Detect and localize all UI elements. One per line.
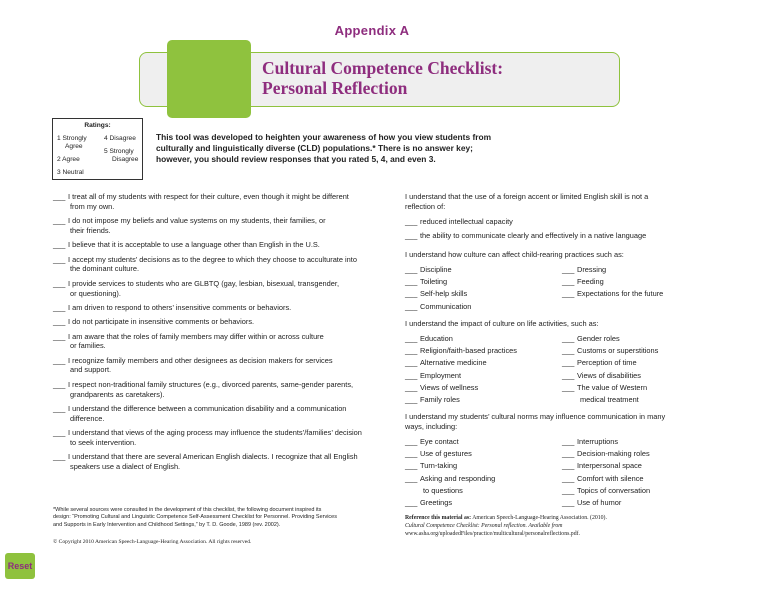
item-label bbox=[68, 240, 393, 250]
rating-item[interactable] bbox=[405, 371, 461, 381]
checklist-item[interactable] bbox=[53, 240, 393, 250]
section-heading: I understand my students’ cultural norms may influence communication in many bbox=[405, 412, 666, 421]
rating-blank[interactable]: ___ bbox=[405, 301, 418, 311]
rating-1-label-2: Agree bbox=[65, 143, 83, 151]
rating-item[interactable] bbox=[562, 383, 647, 393]
rating-item[interactable] bbox=[562, 486, 650, 496]
item-label-line-1: I recognize family members and other designees as decision makers for services bbox=[68, 355, 333, 365]
checklist-item[interactable] bbox=[53, 428, 393, 448]
reference-label: Reference this material as: bbox=[405, 515, 472, 521]
section-foreign-accent bbox=[405, 192, 648, 212]
rating-blank[interactable]: ___ bbox=[405, 449, 418, 459]
section-heading-2: ways, including: bbox=[405, 421, 458, 431]
rating-item bbox=[405, 486, 463, 496]
rating-item[interactable] bbox=[405, 217, 513, 227]
section-child-rearing bbox=[405, 250, 624, 260]
rating-blank[interactable]: ___ bbox=[405, 289, 418, 299]
item-label: Family roles bbox=[420, 395, 460, 404]
rating-blank[interactable]: ___ bbox=[562, 370, 575, 380]
checklist-item[interactable] bbox=[53, 404, 393, 424]
rating-blank[interactable]: ___ bbox=[405, 231, 418, 240]
rating-blank[interactable]: ___ bbox=[405, 370, 418, 380]
rating-5-label: 5 Strongly bbox=[104, 148, 134, 155]
item-label-line-2: speakers use a dialect of English. bbox=[70, 461, 181, 471]
section-heading: I understand that the use of a foreign accent or limited English skill is not a bbox=[405, 192, 649, 201]
section-heading-2: reflection of: bbox=[405, 201, 446, 211]
rating-blank[interactable]: ___ bbox=[53, 192, 66, 201]
ratings-legend bbox=[52, 118, 143, 180]
rating-blank[interactable]: ___ bbox=[405, 395, 418, 404]
rating-blank[interactable]: ___ bbox=[53, 403, 66, 413]
rating-blank[interactable]: ___ bbox=[53, 379, 66, 389]
intro-line-1: This tool was developed to heighten your awareness of how you view students from bbox=[156, 132, 492, 142]
rating-item[interactable] bbox=[405, 277, 447, 287]
item-label: the ability to communicate clearly and effectively in a native language bbox=[420, 231, 647, 240]
item-label: Use of humor bbox=[577, 498, 622, 507]
rating-item[interactable] bbox=[562, 371, 641, 381]
green-decorative-block bbox=[167, 40, 251, 118]
rating-2: 2 Agree bbox=[57, 156, 80, 163]
item-label: Education bbox=[420, 334, 453, 343]
rating-5-label-2: Disagree bbox=[112, 156, 139, 164]
item-label: Greetings bbox=[420, 498, 453, 507]
rating-blank[interactable]: ___ bbox=[53, 355, 66, 365]
title-line-2: Personal Reflection bbox=[262, 77, 408, 98]
item-label-line-1: I am driven to respond to others’ insensitive comments or behaviors. bbox=[68, 302, 292, 312]
item-label-line-1: I respect non-traditional family structures (e.g., divorced parents, same-gender parents, bbox=[68, 379, 354, 389]
item-label bbox=[68, 332, 393, 352]
item-label-line-1: I understand the difference between a communication disability and a communication bbox=[68, 403, 347, 413]
rating-blank[interactable]: ___ bbox=[405, 334, 418, 343]
item-label: Communication bbox=[420, 301, 472, 311]
rating-item[interactable] bbox=[405, 358, 487, 368]
checklist-item[interactable] bbox=[53, 380, 393, 400]
item-label-line-1: I do not impose my beliefs and value systems on my students, their families, or bbox=[68, 216, 326, 226]
rating-blank[interactable]: ___ bbox=[405, 473, 418, 483]
item-label: Asking and responding bbox=[420, 473, 496, 483]
rating-blank[interactable]: ___ bbox=[405, 277, 418, 287]
rating-item[interactable] bbox=[405, 265, 452, 275]
item-label-line-1: I understand that views of the aging process may influence the students’/families’ decision bbox=[68, 428, 362, 438]
item-label: to questions bbox=[423, 485, 463, 495]
section-communication bbox=[405, 412, 665, 432]
rating-blank[interactable]: ___ bbox=[53, 428, 66, 438]
item-label-line-2: their friends. bbox=[70, 225, 111, 235]
rating-item[interactable] bbox=[562, 265, 606, 275]
item-label-line-2: to seek intervention. bbox=[70, 437, 137, 447]
intro-line-2: culturally and linguistically diverse (CLD) populations.* There is no answer key; bbox=[156, 142, 473, 153]
item-label-line-1: I treat all of my students with respect for their culture, even though it might be different bbox=[68, 192, 349, 201]
rating-blank[interactable]: ___ bbox=[562, 498, 575, 507]
item-label: Interpersonal space bbox=[577, 461, 642, 471]
rating-5 bbox=[104, 148, 138, 164]
rating-blank[interactable]: ___ bbox=[562, 334, 575, 343]
item-label: Eye contact bbox=[420, 437, 459, 446]
item-label bbox=[68, 356, 393, 376]
title-line-1: Cultural Competence Checklist: bbox=[262, 58, 504, 78]
item-label: Views of wellness bbox=[420, 382, 479, 392]
rating-1 bbox=[57, 135, 87, 151]
item-label: Religion/faith-based practices bbox=[420, 346, 517, 356]
checklist-item[interactable] bbox=[53, 279, 393, 299]
item-label-line-1: I accept my students’ decisions as to the degree to which they choose to acculturate into bbox=[68, 254, 357, 264]
rating-item[interactable] bbox=[405, 498, 452, 508]
item-label-line-2: and support. bbox=[70, 365, 112, 375]
item-label: Customs or superstitions bbox=[577, 346, 659, 356]
checklist-item[interactable] bbox=[53, 356, 393, 376]
checklist-left-column bbox=[53, 192, 393, 476]
item-label: Use of gestures bbox=[420, 449, 472, 459]
item-label: Expectations for the future bbox=[577, 289, 664, 299]
rating-blank[interactable]: ___ bbox=[405, 358, 418, 368]
rating-blank[interactable]: ___ bbox=[53, 302, 66, 312]
rating-item[interactable] bbox=[405, 383, 478, 393]
rating-blank[interactable]: ___ bbox=[562, 449, 575, 459]
rating-blank[interactable]: ___ bbox=[405, 217, 418, 226]
checklist-item[interactable] bbox=[53, 192, 393, 212]
rating-item[interactable] bbox=[562, 358, 637, 368]
item-label: medical treatment bbox=[580, 395, 639, 404]
checklist-item[interactable] bbox=[53, 255, 393, 275]
rating-item[interactable] bbox=[562, 449, 650, 459]
rating-blank[interactable]: ___ bbox=[562, 437, 575, 446]
rating-3: 3 Neutral bbox=[57, 169, 84, 176]
rating-item[interactable] bbox=[405, 302, 471, 312]
item-label bbox=[68, 317, 393, 327]
section-life-activities bbox=[405, 319, 599, 329]
rating-blank[interactable]: ___ bbox=[562, 358, 575, 368]
item-label-line-1: I do not participate in insensitive comments or behaviors. bbox=[68, 317, 255, 327]
rating-blank[interactable]: ___ bbox=[405, 346, 418, 356]
item-label: Self-help skills bbox=[420, 289, 468, 299]
rating-blank[interactable]: ___ bbox=[562, 346, 575, 356]
checklist-item[interactable] bbox=[53, 332, 393, 352]
rating-item[interactable] bbox=[405, 461, 457, 471]
rating-blank[interactable]: ___ bbox=[562, 277, 575, 287]
checklist-item[interactable] bbox=[53, 303, 393, 313]
item-label: Employment bbox=[420, 370, 462, 380]
rating-blank[interactable]: ___ bbox=[405, 437, 418, 446]
item-label bbox=[68, 380, 393, 400]
footnote-line-2: design: “Promoting Cultural and Linguistic Competence Self-Assessment Checklist for Personnel. Providing Services bbox=[53, 514, 337, 521]
reset-button[interactable]: Reset bbox=[5, 553, 35, 579]
intro-text bbox=[156, 132, 546, 164]
rating-blank[interactable]: ___ bbox=[53, 278, 66, 288]
rating-blank[interactable]: ___ bbox=[53, 317, 66, 327]
item-label-line-2: difference. bbox=[70, 413, 105, 423]
rating-item[interactable] bbox=[562, 346, 658, 356]
item-label-line-1: I am aware that the roles of family members may differ within or across culture bbox=[68, 331, 324, 341]
item-label: Views of disabilities bbox=[577, 370, 641, 380]
item-label: Alternative medicine bbox=[420, 358, 487, 368]
item-label: reduced intellectual capacity bbox=[420, 217, 513, 226]
item-label-line-2: or questioning). bbox=[70, 288, 121, 298]
rating-blank[interactable]: ___ bbox=[405, 265, 418, 274]
rating-item[interactable] bbox=[562, 498, 621, 508]
rating-item[interactable] bbox=[562, 461, 642, 471]
rating-item[interactable] bbox=[562, 289, 663, 299]
item-label: Perception of time bbox=[577, 358, 637, 368]
rating-blank[interactable]: ___ bbox=[562, 461, 575, 471]
page-title bbox=[262, 59, 503, 98]
rating-blank[interactable]: ___ bbox=[562, 485, 575, 495]
item-label-line-1: I believe that it is acceptable to use a language other than English in the U.S. bbox=[68, 240, 320, 250]
rating-blank[interactable]: ___ bbox=[53, 331, 66, 341]
rating-blank[interactable]: ___ bbox=[562, 289, 575, 299]
rating-blank[interactable]: ___ bbox=[53, 254, 66, 264]
item-label-line-2: grandparents as caretakers). bbox=[70, 389, 165, 399]
item-label: Discipline bbox=[420, 265, 452, 274]
checklist-item[interactable] bbox=[53, 317, 393, 327]
footnote-line-3: and Supports in Early Intervention and Childhood Settings,” by T. D. Goode, 1989 (rev. 2002). bbox=[53, 521, 281, 528]
rating-blank[interactable]: ___ bbox=[53, 216, 66, 226]
item-label bbox=[68, 404, 393, 424]
rating-blank[interactable]: ___ bbox=[562, 382, 575, 392]
item-label bbox=[68, 303, 393, 313]
reference-line-1: American Speech-Language-Hearing Association. (2010). bbox=[472, 515, 607, 521]
appendix-heading: Appendix A bbox=[334, 23, 410, 38]
item-label-line-2: the dominant culture. bbox=[70, 264, 140, 274]
rating-item[interactable] bbox=[405, 449, 472, 459]
reference-line-3: www.asha.org/uploadedFiles/practice/multicultural/personalreflections.pdf. bbox=[405, 530, 580, 537]
rating-item[interactable] bbox=[562, 474, 644, 484]
item-label bbox=[68, 428, 393, 448]
item-label: Comfort with silence bbox=[577, 473, 644, 483]
item-label bbox=[68, 255, 393, 275]
item-label: The value of Western bbox=[577, 382, 648, 392]
rating-item[interactable] bbox=[562, 437, 618, 447]
rating-item[interactable] bbox=[405, 346, 517, 356]
rating-item[interactable] bbox=[405, 231, 646, 241]
rating-item[interactable] bbox=[405, 395, 460, 405]
ratings-heading: Ratings: bbox=[84, 122, 111, 129]
item-label-line-1: I understand that there are several American English dialects. I recognize that all English bbox=[68, 452, 358, 462]
rating-item[interactable] bbox=[405, 334, 453, 344]
rating-item[interactable] bbox=[562, 277, 604, 287]
rating-blank[interactable]: ___ bbox=[562, 473, 575, 483]
copyright: © Copyright 2010 American Speech-Language-Hearing Association. All rights reserved. bbox=[53, 539, 252, 545]
item-label bbox=[68, 452, 393, 472]
footnote-line-1: *While several sources were consulted in the development of this checklist, the following document inspired its bbox=[53, 507, 322, 513]
item-label-line-2: from my own. bbox=[70, 201, 115, 211]
item-label-line-1: I provide services to students who are GLBTQ (gay, lesbian, bisexual, transgender, bbox=[68, 278, 339, 288]
rating-1-label: 1 Strongly bbox=[57, 135, 87, 142]
rating-item[interactable] bbox=[405, 289, 467, 299]
item-label: Decision-making roles bbox=[577, 449, 650, 459]
checklist-item[interactable] bbox=[53, 452, 393, 472]
reference-citation bbox=[405, 515, 695, 538]
rating-blank[interactable]: ___ bbox=[53, 240, 66, 250]
item-label: Topics of conversation bbox=[577, 485, 651, 495]
item-label: Feeding bbox=[577, 277, 604, 287]
footnote bbox=[53, 507, 393, 529]
rating-item[interactable] bbox=[562, 334, 620, 344]
rating-item[interactable] bbox=[405, 474, 495, 484]
checklist-item[interactable] bbox=[53, 216, 393, 236]
section-heading: I understand the impact of culture on life activities, such as: bbox=[405, 319, 599, 328]
rating-4: 4 Disagree bbox=[104, 135, 136, 142]
rating-blank[interactable]: ___ bbox=[405, 461, 418, 471]
item-label: Dressing bbox=[577, 265, 607, 274]
item-label-line-2: or families. bbox=[70, 341, 106, 351]
rating-item bbox=[562, 395, 639, 405]
item-label: Gender roles bbox=[577, 334, 620, 343]
rating-blank[interactable]: ___ bbox=[562, 265, 575, 274]
item-label bbox=[68, 279, 393, 299]
item-label: Toileting bbox=[420, 277, 448, 287]
item-label bbox=[68, 192, 393, 212]
rating-blank[interactable]: ___ bbox=[53, 452, 66, 462]
reference-line-2: Cultural Competence Checklist: Personal reflection. Available from bbox=[405, 522, 563, 529]
rating-item[interactable] bbox=[405, 437, 459, 447]
item-label bbox=[68, 216, 393, 236]
item-label: Interruptions bbox=[577, 437, 619, 446]
rating-blank[interactable]: ___ bbox=[405, 382, 418, 392]
intro-line-3: however, you should review responses that you rated 5, 4, and even 3. bbox=[156, 153, 436, 164]
rating-blank[interactable]: ___ bbox=[405, 498, 418, 507]
section-heading: I understand how culture can affect child-rearing practices such as: bbox=[405, 250, 624, 259]
item-label: Turn-taking bbox=[420, 461, 458, 471]
